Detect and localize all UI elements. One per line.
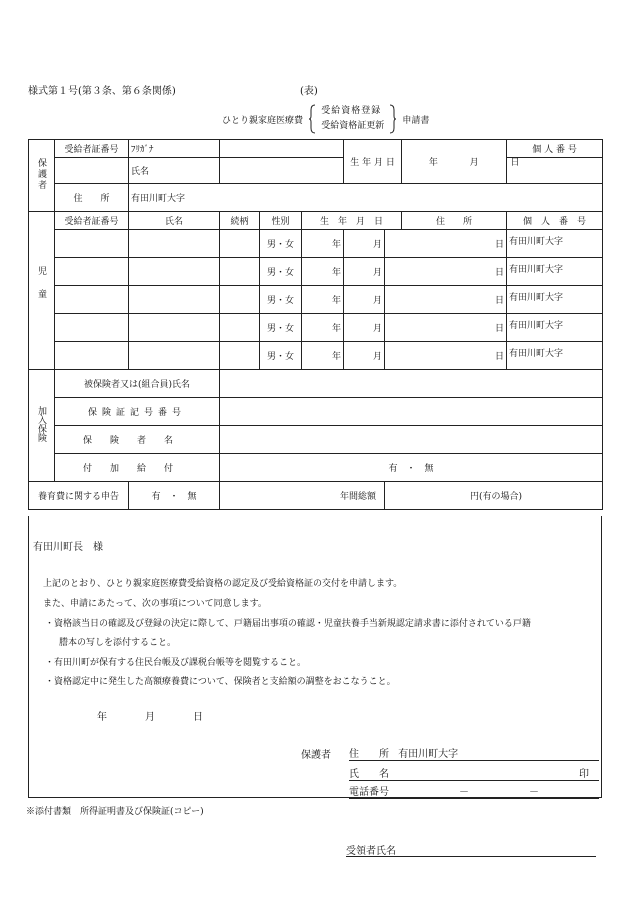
right-brace-icon (389, 104, 397, 134)
receiver-name-label: 受領者氏名 (346, 846, 396, 857)
insurance-card-number-label: 保険証記号番号 (55, 398, 220, 426)
insurance-row-insured-name (29, 370, 603, 398)
guardian-name-label: 氏名 (129, 158, 220, 184)
child-birth-day[interactable]: 日 (385, 314, 507, 342)
children-col-birth: 生 年 月 日 (302, 212, 402, 230)
consent-item-2: ・有田川町が保有する住民台帳及び課税台帳等を閲覧すること。 (45, 658, 307, 668)
declaration-box (28, 516, 602, 798)
insurance-card-number-field[interactable] (220, 398, 603, 426)
guardian-row-3 (29, 184, 603, 212)
child-sex-choice[interactable]: 男・女 (260, 230, 302, 258)
guardian-furigana-field[interactable] (220, 140, 344, 158)
insurer-name-label: 保険者名 (55, 426, 220, 454)
children-section-label: 児童 (36, 266, 46, 312)
insurance-section-label: 加入保険 (36, 406, 46, 442)
insurance-section-label-cell (29, 370, 55, 482)
support-annual-amount-field[interactable]: 円(有の場合) (385, 482, 603, 510)
child-birth-month[interactable]: 月 (344, 314, 385, 342)
support-payment-row (29, 482, 603, 510)
signature-phone-label: 電話番号 (349, 787, 389, 798)
child-address-field[interactable]: 有田川町大字 (507, 342, 603, 370)
child-recipient-number-field[interactable] (55, 286, 129, 314)
child-relationship-field[interactable] (220, 314, 260, 342)
phone-separator-2: － (529, 787, 539, 798)
signature-address-line[interactable] (349, 745, 599, 761)
insured-name-label: 被保険者又は(組合員)氏名 (55, 370, 220, 398)
child-birth-year[interactable]: 年 (302, 258, 344, 286)
support-annual-label: 年間総額 (220, 482, 385, 510)
application-date-year[interactable]: 年 (97, 712, 107, 723)
child-relationship-field[interactable] (220, 230, 260, 258)
consent-item-1: ・資格該当日の確認及び登録の決定に際して、戸籍届出事項の確認・児童扶養手当新規認定請求書に添付されている戸籍 (45, 619, 531, 629)
table-row (29, 258, 603, 286)
guardian-furigana-label: ﾌﾘｶﾞﾅ (129, 140, 220, 158)
table-row (29, 342, 603, 370)
child-recipient-number-field[interactable] (55, 230, 129, 258)
child-birth-day[interactable]: 日 (385, 342, 507, 370)
child-name-field[interactable] (129, 258, 220, 286)
guardian-address-label: 住 所 (55, 184, 129, 212)
title-brace-group (308, 104, 397, 134)
child-relationship-field[interactable] (220, 342, 260, 370)
child-birth-year[interactable]: 年 (302, 342, 344, 370)
children-header-row (29, 212, 603, 230)
signature-address-label: 住 所 (349, 749, 389, 760)
child-sex-choice[interactable]: 男・女 (260, 258, 302, 286)
consent-item-3: ・資格認定中に発生した高額療養費について、保険者と支給額の調整をおこなうこと。 (45, 677, 396, 687)
signature-name-label: 氏 名 (349, 769, 389, 780)
guardian-birth-year: 年 (428, 158, 438, 168)
guardian-section-label: 保護者 (36, 157, 46, 191)
insurance-row-card-number (29, 398, 603, 426)
child-name-field[interactable] (129, 286, 220, 314)
child-recipient-number-field[interactable] (55, 342, 129, 370)
addressee: 有田川町長 様 (33, 542, 103, 553)
children-col-relationship: 続柄 (220, 212, 260, 230)
child-birth-year[interactable]: 年 (302, 230, 344, 258)
table-row (29, 314, 603, 342)
insurance-row-insurer (29, 426, 603, 454)
child-address-field[interactable]: 有田川町大字 (507, 230, 603, 258)
insurer-name-field[interactable] (220, 426, 603, 454)
children-section-label-cell (29, 212, 55, 370)
title-suffix: 申請書 (402, 115, 430, 126)
title-option-registration: 受給資格登録 (321, 106, 382, 116)
guardian-address-field[interactable]: 有田川町大字 (129, 184, 603, 212)
guardian-recipient-number-label: 受給者証番号 (55, 140, 129, 158)
child-birth-year[interactable]: 年 (302, 286, 344, 314)
title-option-renewal: 受給資格証更新 (321, 121, 385, 131)
child-sex-choice[interactable]: 男・女 (260, 314, 302, 342)
declaration-line-2: また、申請にあたって、次の事項について同意します。 (43, 599, 267, 609)
application-date-month[interactable]: 月 (145, 712, 155, 723)
children-col-individual-number: 個 人 番 号 (507, 212, 603, 230)
additional-benefit-label: 付加給付 (55, 454, 220, 482)
child-name-field[interactable] (129, 314, 220, 342)
form-number: 様式第１号(第３条、第６条関係) (28, 86, 176, 97)
child-birth-month[interactable]: 月 (344, 342, 385, 370)
guardian-birth-field[interactable] (402, 140, 520, 184)
child-birth-month[interactable]: 月 (344, 230, 385, 258)
insured-name-field[interactable] (220, 370, 603, 398)
guardian-name-field[interactable] (220, 158, 344, 184)
child-birth-day[interactable]: 日 (385, 286, 507, 314)
child-name-field[interactable] (129, 230, 220, 258)
table-row (29, 230, 603, 258)
left-brace-icon (308, 104, 316, 134)
guardian-section-label-cell (29, 140, 55, 212)
child-recipient-number-field[interactable] (55, 258, 129, 286)
guardian-individual-number-field[interactable] (507, 158, 603, 184)
additional-benefit-choice[interactable]: 有 ・ 無 (220, 454, 603, 482)
child-address-field[interactable]: 有田川町大字 (507, 286, 603, 314)
seal-mark: 印 (579, 769, 589, 780)
child-birth-month[interactable]: 月 (344, 258, 385, 286)
child-birth-year[interactable]: 年 (302, 314, 344, 342)
receiver-name-line[interactable] (346, 842, 596, 857)
child-recipient-number-field[interactable] (55, 314, 129, 342)
signature-guardian-label: 保護者 (301, 750, 331, 761)
child-sex-choice[interactable]: 男・女 (260, 342, 302, 370)
child-birth-day[interactable]: 日 (385, 258, 507, 286)
guardian-birth-label: 生 年 月 日 (344, 140, 402, 184)
signature-phone-line[interactable] (349, 783, 599, 799)
children-col-name: 氏名 (129, 212, 220, 230)
child-relationship-field[interactable] (220, 258, 260, 286)
children-col-recipient-number: 受給者証番号 (55, 212, 129, 230)
guardian-individual-number-label: 個 人 番 号 (507, 140, 603, 158)
attachments-note: ※添付書類 所得証明書及び保険証(コピー) (26, 807, 204, 817)
declaration-line-1: 上記のとおり、ひとり親家庭医療費受給資格の認定及び受給資格証の交付を申請します。 (43, 579, 403, 589)
guardian-recipient-number-field[interactable] (55, 158, 129, 184)
phone-separator-1: － (459, 787, 469, 798)
form-side-label: (表) (300, 86, 318, 97)
application-date-day[interactable]: 日 (193, 712, 203, 723)
child-name-field[interactable] (129, 342, 220, 370)
application-form-table (28, 139, 603, 510)
insurance-row-additional-benefit (29, 454, 603, 482)
consent-item-1-continued: 謄本の写しを添付すること。 (59, 638, 177, 648)
children-col-address: 住 所 (402, 212, 507, 230)
guardian-birth-day: 日 (510, 158, 520, 168)
children-col-sex: 性別 (260, 212, 302, 230)
child-birth-day[interactable]: 日 (385, 230, 507, 258)
child-sex-choice[interactable]: 男・女 (260, 286, 302, 314)
guardian-birth-month: 月 (469, 158, 479, 168)
child-relationship-field[interactable] (220, 286, 260, 314)
child-birth-month[interactable]: 月 (344, 286, 385, 314)
support-payment-choice[interactable]: 有 ・ 無 (129, 482, 220, 510)
form-title (222, 104, 429, 134)
support-payment-label: 養育費に関する申告 (29, 482, 129, 510)
guardian-row-1 (29, 140, 603, 158)
table-row (29, 286, 603, 314)
child-address-field[interactable]: 有田川町大字 (507, 258, 603, 286)
title-prefix: ひとり親家庭医療費 (222, 115, 304, 126)
signature-name-line[interactable] (349, 765, 599, 781)
child-address-field[interactable]: 有田川町大字 (507, 314, 603, 342)
signature-address-value: 有田川町大字 (398, 749, 459, 760)
